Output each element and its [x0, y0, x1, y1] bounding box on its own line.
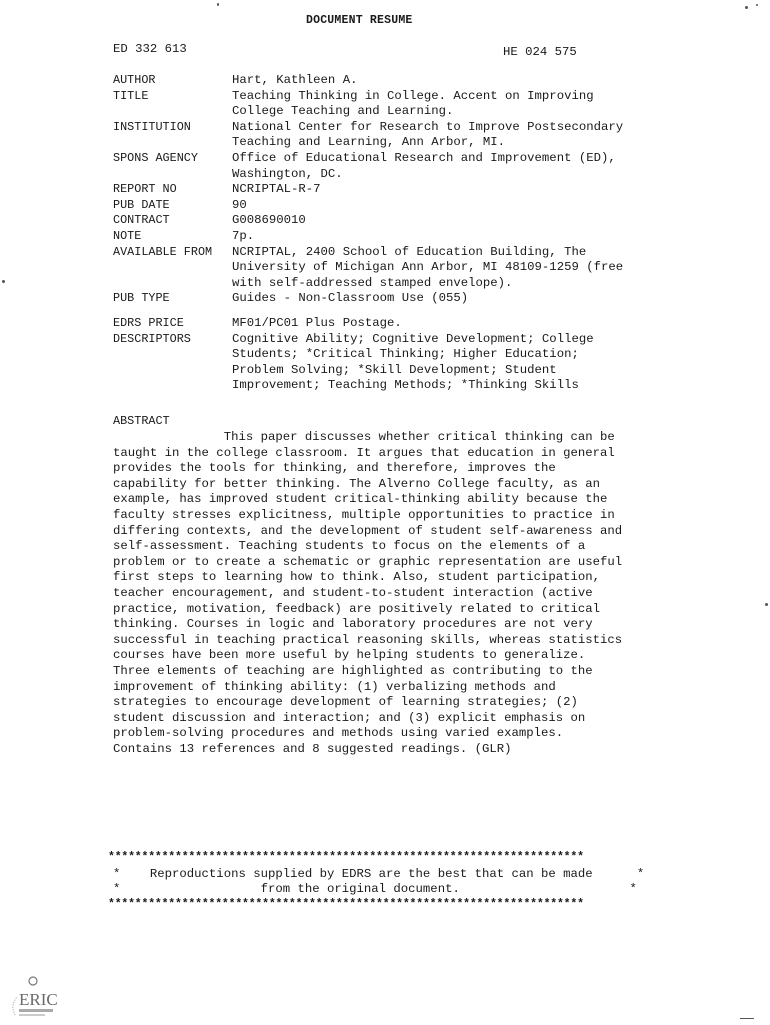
- field-descriptors: [113, 332, 643, 394]
- field-value-line: with self-addressed stamped envelope).: [232, 275, 513, 290]
- notice-border-bottom: ***********************************************************************: [108, 898, 584, 911]
- abstract-label: ABSTRACT: [113, 414, 170, 428]
- field-value-line: Students; *Critical Thinking; Higher Education;: [232, 347, 579, 362]
- abstract-line: teacher encouragement, and student-to-student interaction (active: [113, 585, 593, 600]
- document-title: DOCUMENT RESUME: [306, 14, 413, 27]
- field-institution: [113, 120, 643, 151]
- abstract-line: student discussion and interaction; and (3) explicit emphasis on: [113, 710, 586, 725]
- field-pub-type: [113, 291, 643, 307]
- eric-logo-icon: [5, 975, 60, 1020]
- field-note: [113, 229, 643, 245]
- field-label: CONTRACT: [113, 213, 170, 228]
- field-value-line: 7p.: [232, 228, 255, 243]
- field-label: AVAILABLE FROM: [113, 244, 213, 259]
- field-author: [113, 73, 643, 89]
- field-edrs-price: [113, 316, 643, 332]
- scan-speck: [765, 603, 768, 606]
- field-label: EDRS PRICE: [113, 315, 184, 330]
- field-value-line: Teaching Thinking in College. Accent on Improving: [232, 88, 594, 103]
- abstract-line: successful in teaching practical reasoning skills, whereas statistics: [113, 632, 623, 647]
- field-value-line: Problem Solving; *Skill Development; Student: [232, 362, 557, 377]
- scan-speck: [217, 3, 219, 6]
- field-value-line: College Teaching and Learning.: [232, 104, 454, 119]
- field-pub-date: [113, 198, 643, 214]
- field-label: TITLE: [113, 88, 149, 103]
- field-value-line: NCRIPTAL-R-7: [232, 182, 321, 197]
- field-value-line: G008690010: [232, 213, 306, 228]
- abstract-line: differing contexts, and the development of student self-awareness and: [113, 523, 623, 538]
- abstract-line: problem-solving procedures and methods using varied examples.: [113, 726, 564, 741]
- field-value-line: NCRIPTAL, 2400 School of Education Building, The: [232, 244, 587, 259]
- abstract-line: first steps to learning how to think. Also, student participation,: [113, 570, 601, 585]
- field-value-line: Teaching and Learning, Ann Arbor, MI.: [232, 135, 506, 150]
- he-number: HE 024 575: [503, 45, 577, 59]
- abstract-line: taught in the college classroom. It argues that education in general: [113, 445, 615, 460]
- field-label: SPONS AGENCY: [113, 150, 198, 165]
- field-label: NOTE: [113, 228, 142, 243]
- scan-speck: [740, 1018, 754, 1019]
- abstract-line: improvement of thinking ability: (1) verbalizing methods and: [113, 679, 556, 694]
- field-title: [113, 89, 643, 120]
- scan-speck: [745, 6, 748, 9]
- abstract-line: example, has improved student critical-thinking ability because the: [113, 492, 608, 507]
- field-value-line: Guides - Non-Classroom Use (055): [232, 291, 469, 306]
- field-value-line: Cognitive Ability; Cognitive Development; College: [232, 331, 594, 346]
- abstract-line: problem or to create a schematic or graphic representation are useful: [113, 554, 623, 569]
- abstract-line: thinking. Courses in logic and laboratory procedures are not very: [113, 617, 593, 632]
- field-label: PUB DATE: [113, 197, 170, 212]
- notice-border-top: ***********************************************************************: [108, 851, 584, 864]
- scan-speck: [2, 280, 5, 283]
- notice-line-1: * Reproductions supplied by EDRS are the best that can be made *: [113, 867, 645, 881]
- field-contract: [113, 213, 643, 229]
- abstract-line: This paper discusses whether critical thinking can be: [113, 430, 615, 444]
- field-value-line: Office of Educational Research and Improvement (ED),: [232, 150, 616, 165]
- abstract-body: [113, 430, 633, 757]
- field-value-line: National Center for Research to Improve Postsecondary: [232, 119, 624, 134]
- ed-number: ED 332 613: [113, 42, 187, 56]
- field-value-line: University of Michigan Ann Arbor, MI 48109-1259 (free: [232, 260, 624, 275]
- field-value-line: Hart, Kathleen A.: [232, 73, 358, 87]
- field-label: INSTITUTION: [113, 119, 191, 134]
- scan-speck: [756, 4, 758, 6]
- abstract-line: provides the tools for thinking, and therefore, improves the: [113, 461, 556, 476]
- field-value-line: 90: [232, 197, 247, 212]
- abstract-line: Three elements of teaching are highlighted as contributing to the: [113, 663, 593, 678]
- eric-logo-graphic: [5, 975, 60, 1020]
- field-available-from: [113, 245, 643, 292]
- bibliographic-fields: [113, 73, 643, 394]
- abstract-line: Contains 13 references and 8 suggested readings. (GLR): [113, 741, 512, 756]
- field-value-line: MF01/PC01 Plus Postage.: [232, 315, 402, 330]
- abstract-line: faculty stresses explicitness, multiple opportunities to practice in: [113, 507, 615, 522]
- field-spons-agency: [113, 151, 643, 182]
- abstract-line: practice, motivation, feedback) are positively related to critical: [113, 601, 601, 616]
- notice-line-2: * from the original document. *: [113, 882, 637, 896]
- field-label: PUB TYPE: [113, 291, 170, 306]
- field-label: DESCRIPTORS: [113, 331, 191, 346]
- field-label: AUTHOR: [113, 73, 156, 87]
- abstract-line: self-assessment. Teaching students to focus on the elements of a: [113, 539, 586, 554]
- abstract-line: courses have been more useful by helping students to generalize.: [113, 648, 586, 663]
- field-value-line: Washington, DC.: [232, 166, 343, 181]
- field-value-line: Improvement; Teaching Methods; *Thinking Skills: [232, 378, 579, 393]
- field-report-no: [113, 182, 643, 198]
- eric-logo-text: ERIC: [19, 990, 58, 1009]
- abstract-line: strategies to encourage development of learning strategies; (2): [113, 695, 578, 710]
- abstract-line: capability for better thinking. The Alverno College faculty, as an: [113, 476, 601, 491]
- field-label: REPORT NO: [113, 182, 177, 197]
